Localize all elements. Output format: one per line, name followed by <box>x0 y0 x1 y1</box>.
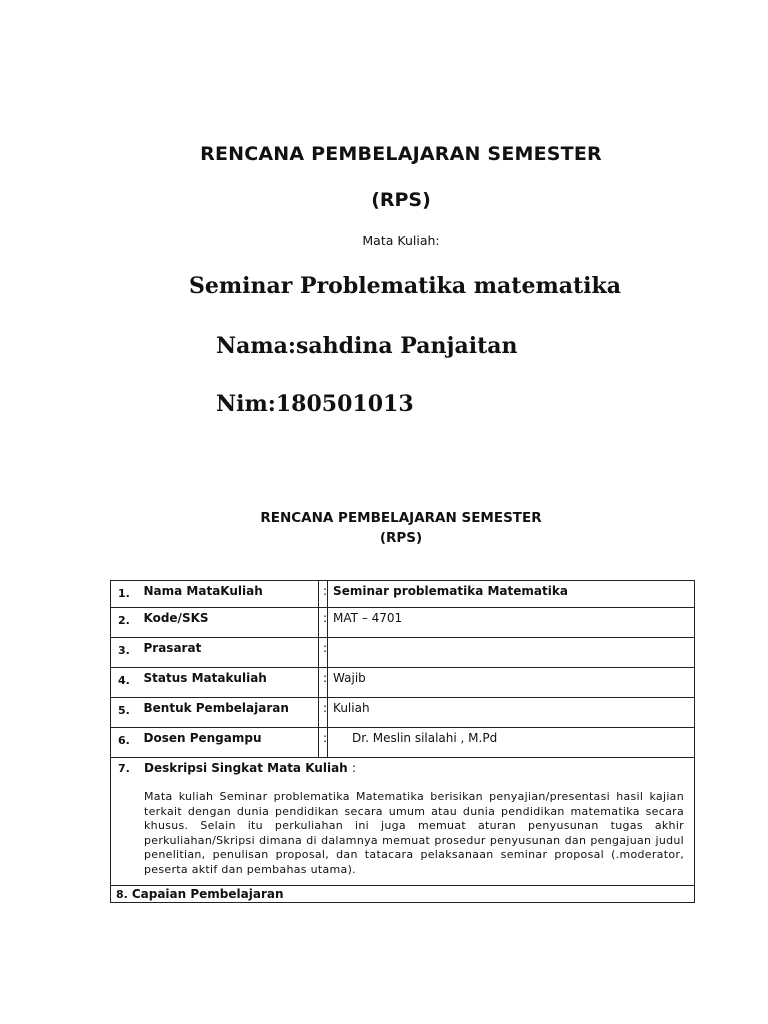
row-value: Dr. Meslin silalahi , M.Pd <box>352 731 498 745</box>
row-value: Wajib <box>328 668 695 698</box>
row-value <box>328 638 695 668</box>
row-number: 4. <box>111 668 137 698</box>
rps-table <box>110 580 695 903</box>
table-row <box>111 638 695 668</box>
row-number: 7. <box>118 762 130 775</box>
description-text: Mata kuliah Seminar problematika Matematika berisikan penyajian/presentasi hasil kajian terkait dengan dunia pendidikan secara umum atau dunia pendidikan matematika secara khusus. Selain itu perkuliahan ini juga memuat aturan penyusunan tugas akhir perkuliahan/Skripsi dimana di dalamnya memuat prosedur penyusunan dan pengajuan judul penelitian, penulisan proposal, dan tatacara pelaksanaan seminar proposal (.moderator, peserta aktif dan pembahas utama). <box>144 790 684 876</box>
row-value: Seminar problematika Matematika <box>328 581 695 608</box>
course-label: Mata Kuliah: <box>362 233 440 248</box>
row-colon: : <box>319 698 328 728</box>
description-label: Deskripsi Singkat Mata Kuliah <box>144 761 348 775</box>
row-colon: : <box>319 728 328 758</box>
row-number: 5. <box>111 698 137 728</box>
row-number: 8. <box>116 888 128 901</box>
row-number: 3. <box>111 638 137 668</box>
capaian-label: Capaian Pembelajaran <box>131 887 284 901</box>
row-colon: : <box>319 668 328 698</box>
row-label: Prasarat <box>137 638 319 668</box>
table-row <box>111 608 695 638</box>
row-label: Dosen Pengampu <box>137 728 319 758</box>
description-heading <box>118 761 684 775</box>
table-row <box>111 728 695 758</box>
capaian-row <box>111 886 695 903</box>
table-row <box>111 698 695 728</box>
row-colon: : <box>319 581 328 608</box>
row-number: 2. <box>111 608 137 638</box>
document-title: RENCANA PEMBELAJARAN SEMESTER <box>200 143 602 165</box>
row-value-cell <box>328 728 695 758</box>
row-value: Kuliah <box>328 698 695 728</box>
table-title: RENCANA PEMBELAJARAN SEMESTER <box>260 510 542 526</box>
row-label: Bentuk Pembelajaran <box>137 698 319 728</box>
table-row <box>111 668 695 698</box>
row-label: Nama MataKuliah <box>137 581 319 608</box>
student-nim: Nim:180501013 <box>216 391 414 417</box>
row-colon: : <box>351 761 356 775</box>
capaian-cell <box>111 886 695 903</box>
course-name: Seminar Problematika matematika <box>189 273 622 299</box>
row-label: Status Matakuliah <box>137 668 319 698</box>
document-subtitle: (RPS) <box>371 189 431 211</box>
table-subtitle: (RPS) <box>379 530 423 546</box>
description-row <box>111 758 695 886</box>
description-cell <box>111 758 695 886</box>
row-value: MAT – 4701 <box>328 608 695 638</box>
row-colon: : <box>319 608 328 638</box>
row-label: Kode/SKS <box>137 608 319 638</box>
row-number: 6. <box>111 728 137 758</box>
row-colon: : <box>319 638 328 668</box>
row-number: 1. <box>111 581 137 608</box>
table-row <box>111 581 695 608</box>
student-name: Nama:sahdina Panjaitan <box>216 333 518 359</box>
